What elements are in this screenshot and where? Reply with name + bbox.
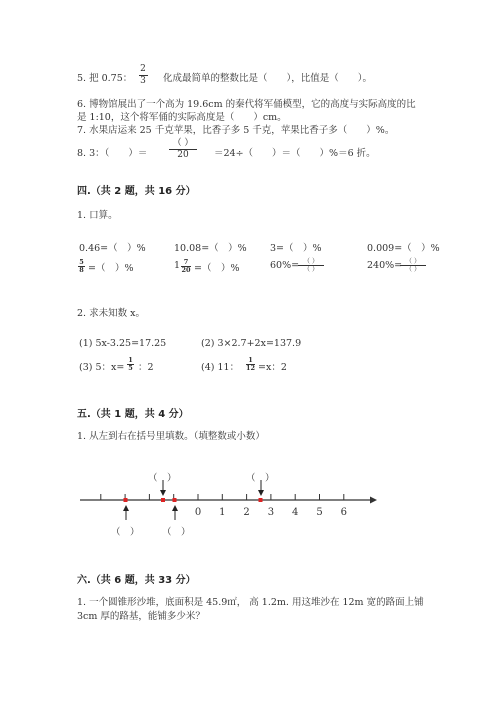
q5-frac-den: 3 bbox=[140, 76, 146, 86]
number-line-label: 3 bbox=[267, 507, 275, 518]
number-line-ticks bbox=[101, 494, 344, 500]
number-line-labels bbox=[195, 507, 347, 518]
arrow-up-2-head bbox=[172, 505, 178, 511]
red-point-3 bbox=[173, 498, 177, 502]
oral-r2c1-frac bbox=[78, 259, 85, 274]
q5-fraction bbox=[138, 64, 148, 87]
q8-suffix: ＝24÷（ ）＝（ ）%＝6 折。 bbox=[214, 148, 376, 159]
q5-1-title: 1. 从左到右在括号里填数。（填整数或小数） bbox=[77, 431, 265, 442]
number-line-label: 6 bbox=[340, 507, 347, 518]
equation-3-frac bbox=[127, 357, 134, 372]
q5-frac-num: 2 bbox=[140, 64, 146, 74]
blank-bottom-1[interactable]: （ ） bbox=[111, 527, 140, 538]
blank-top-2[interactable]: （ ） bbox=[246, 473, 275, 484]
oral-r1c4: 0.009=（ ）% bbox=[367, 243, 440, 254]
number-line-label: 2 bbox=[243, 507, 250, 518]
oral-r2c2-whole: 1 bbox=[174, 260, 181, 271]
q4-1-title: 1. 口算。 bbox=[77, 210, 118, 221]
q8-fraction bbox=[168, 138, 198, 161]
q8-frac-num: （ ） bbox=[172, 138, 194, 148]
oral-r2c2-frac bbox=[181, 259, 191, 274]
blank-top-1[interactable]: （ ） bbox=[148, 473, 177, 484]
oral-r2c3-frac bbox=[298, 258, 324, 273]
oral-r1c1: 0.46=（ ）% bbox=[79, 243, 146, 254]
oral-r2c1-num: 5 bbox=[79, 258, 84, 266]
equation-4-den: 12 bbox=[246, 364, 256, 372]
equation-4-frac bbox=[246, 357, 255, 372]
number-line-label: 1 bbox=[219, 507, 226, 518]
q6-line1: 6. 博物馆展出了一个高为 19.6cm 的秦代将军俑模型，它的高度与实际高度的比 bbox=[77, 99, 416, 110]
q6-line2: 是 1:10，这个将军俑的实际高度是（ ）cm。 bbox=[77, 112, 287, 123]
q6-1-line1: 1. 一个圆锥形沙堆，底面积是 45.9㎡， 高 1.2m. 用这堆沙在 12m 宽的路面上铺 bbox=[77, 597, 424, 608]
number-line-label: 5 bbox=[316, 507, 323, 518]
section-5-title: 五.（共 1 题，共 4 分） bbox=[77, 409, 189, 420]
section-6-title: 六.（共 6 题，共 33 分） bbox=[77, 575, 196, 586]
q5-suffix: 化成最简单的整数比是（ ），比值是（ ）。 bbox=[163, 73, 373, 84]
red-point-2 bbox=[161, 498, 165, 502]
equation-3-suffix: ：2 bbox=[138, 362, 154, 373]
q6-1-line2: 3cm 厚的路基，能铺多少米？ bbox=[77, 611, 205, 622]
oral-r2c2-rest: =（ ）% bbox=[194, 263, 240, 274]
oral-r1c2: 10.08=（ ）% bbox=[174, 243, 247, 254]
equation-4-prefix: (4) 11： bbox=[201, 362, 240, 373]
q5-prefix: 5. 把 0.75： bbox=[77, 73, 133, 84]
equation-3-den: 5 bbox=[128, 364, 133, 372]
q4-2-title: 2. 求未知数 x。 bbox=[77, 308, 145, 319]
q8-frac-den: 20 bbox=[177, 150, 189, 160]
equation-4-num: 1 bbox=[248, 356, 253, 364]
section-4-title: 四.（共 2 题，共 16 分） bbox=[77, 186, 196, 197]
arrow-down-1-head bbox=[160, 490, 166, 496]
number-line-label: 4 bbox=[292, 507, 299, 518]
equation-3-prefix: (3) 5：x= bbox=[79, 362, 125, 373]
number-line-arrowhead bbox=[370, 497, 377, 504]
equation-1: (1) 5x-3.25=17.25 bbox=[79, 338, 167, 349]
number-line-label: 0 bbox=[194, 507, 202, 518]
oral-r2c4-frac bbox=[400, 258, 426, 273]
equation-4-suffix: =x：2 bbox=[258, 362, 287, 373]
q7-text: 7. 水果店运来 25 千克苹果，比香子多 5 千克，苹果比香子多（ ）%。 bbox=[77, 125, 395, 136]
oral-r2c4-prefix: 240%= bbox=[367, 260, 403, 271]
arrow-up-1-head bbox=[123, 505, 129, 511]
oral-r2c1-den: 8 bbox=[79, 266, 84, 274]
oral-r2c2-den: 20 bbox=[181, 266, 191, 274]
oral-r2c3-num: （ ） bbox=[303, 257, 319, 265]
oral-r2c4-num: （ ） bbox=[405, 257, 421, 265]
oral-r2c3-prefix: 60%= bbox=[270, 260, 300, 271]
red-point-1 bbox=[124, 498, 128, 502]
oral-r2c3-den: （ ） bbox=[303, 265, 319, 273]
equation-2: (2) 3×2.7+2x=137.9 bbox=[201, 338, 302, 349]
oral-r1c3: 3=（ ）% bbox=[270, 243, 322, 254]
red-point-4 bbox=[259, 498, 263, 502]
blank-bottom-2[interactable]: （ ） bbox=[162, 527, 191, 538]
oral-r2c4-den: （ ） bbox=[405, 265, 421, 273]
oral-r2c2-num: 7 bbox=[183, 258, 189, 266]
oral-r2c1-rest: =（ ）% bbox=[88, 263, 134, 274]
q8-prefix: 8. 3：（ ）＝ bbox=[77, 148, 148, 159]
arrow-down-2-head bbox=[258, 490, 264, 496]
equation-3-num: 1 bbox=[128, 356, 133, 364]
